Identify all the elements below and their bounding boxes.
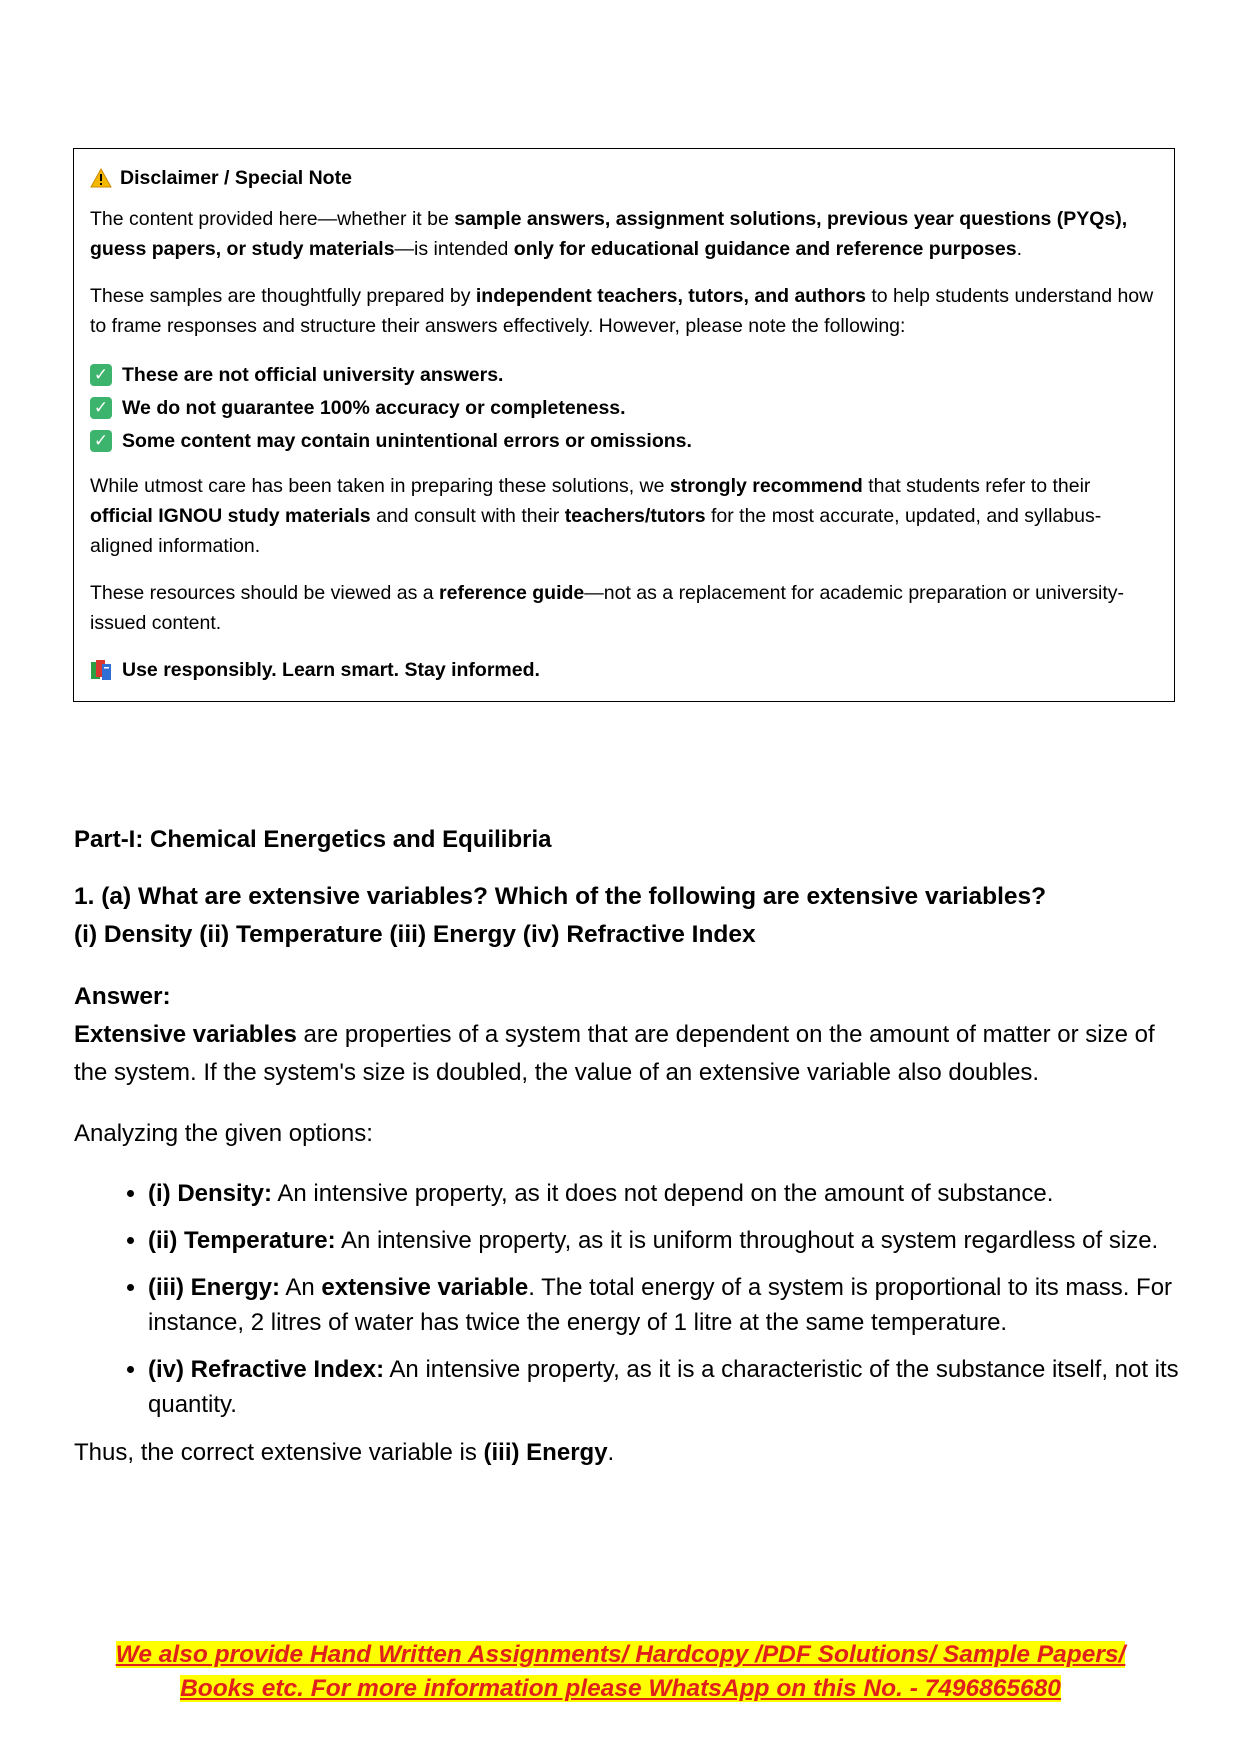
definition-paragraph: Extensive variables are properties of a system that are dependent on the amount of matter or size of the system. If the system's size is doubled, the value of an extensive variable also doubles. — [74, 1021, 1155, 1086]
main-content — [74, 826, 1184, 1472]
list-item: ✓ We do not guarantee 100% accuracy or completeness. — [90, 391, 1158, 424]
promo-line-1: We also provide Hand Written Assignments/ Hardcopy /PDF Solutions/ Sample Papers/ — [115, 1641, 1126, 1668]
disclaimer-paragraph-4: These resources should be viewed as a reference guide—not as a replacement for academic preparation or university-issued content. — [90, 582, 1125, 634]
disclaimer-title: Disclaimer / Special Note — [90, 163, 1158, 193]
list-item: ✓ Some content may contain unintentional errors or omissions. — [90, 424, 1158, 457]
conclusion: Thus, the correct extensive variable is (iii) Energy. — [74, 1439, 615, 1466]
promo-line-2: Books etc. For more information please WhatsApp on this No. - 7496865680 — [180, 1675, 1061, 1702]
disclaimer-box — [73, 148, 1175, 702]
list-item: • (iv) Refractive Index: An intensive property, as it is a characteristic of the substance itself, not its quantity. — [148, 1352, 1184, 1422]
list-item: • (i) Density: An intensive property, as it does not depend on the amount of substance. — [148, 1176, 1184, 1211]
checkmark-icon: ✓ — [90, 430, 112, 452]
options-list — [74, 1176, 1184, 1422]
books-icon — [90, 659, 114, 681]
disclaimer-paragraph-3: While utmost care has been taken in preparing these solutions, we strongly recommend that students refer to their official IGNOU study materials and consult with their teachers/tutors for the most accurate, updated, and syllabus-aligned information. — [90, 475, 1102, 557]
disclaimer-paragraph-1: The content provided here—whether it be sample answers, assignment solutions, previous year questions (PYQs), guess papers, or study materials—is intended only for educational guidance and reference purposes. — [90, 208, 1128, 260]
disclaimer-footer: Use responsibly. Learn smart. Stay informed. — [90, 655, 1158, 685]
answer-label: Answer: — [74, 983, 171, 1010]
analyzing-text: Analyzing the given options: — [74, 1120, 373, 1147]
warning-icon — [90, 168, 112, 188]
list-item: • (ii) Temperature: An intensive property, as it is uniform throughout a system regardless of size. — [148, 1223, 1184, 1258]
checkmark-icon: ✓ — [90, 364, 112, 386]
section-title: Part-I: Chemical Energetics and Equilibria — [74, 826, 552, 853]
checkmark-icon: ✓ — [90, 397, 112, 419]
list-item: • (iii) Energy: An extensive variable. The total energy of a system is proportional to its mass. For instance, 2 litres of water has twice the energy of 1 litre at the same temperature. — [148, 1270, 1184, 1340]
disclaimer-check-list — [90, 358, 1158, 457]
disclaimer-paragraph-2: These samples are thoughtfully prepared by independent teachers, tutors, and authors to help students understand how to frame responses and structure their answers effectively. However, please note the following: — [90, 285, 1154, 337]
promo-banner — [0, 1638, 1241, 1706]
question: 1. (a) What are extensive variables? Which of the following are extensive variables? (i) Density (ii) Temperature (iii) Energy (iv) Refractive Index — [74, 883, 1047, 948]
list-item: ✓ These are not official university answers. — [90, 358, 1158, 391]
